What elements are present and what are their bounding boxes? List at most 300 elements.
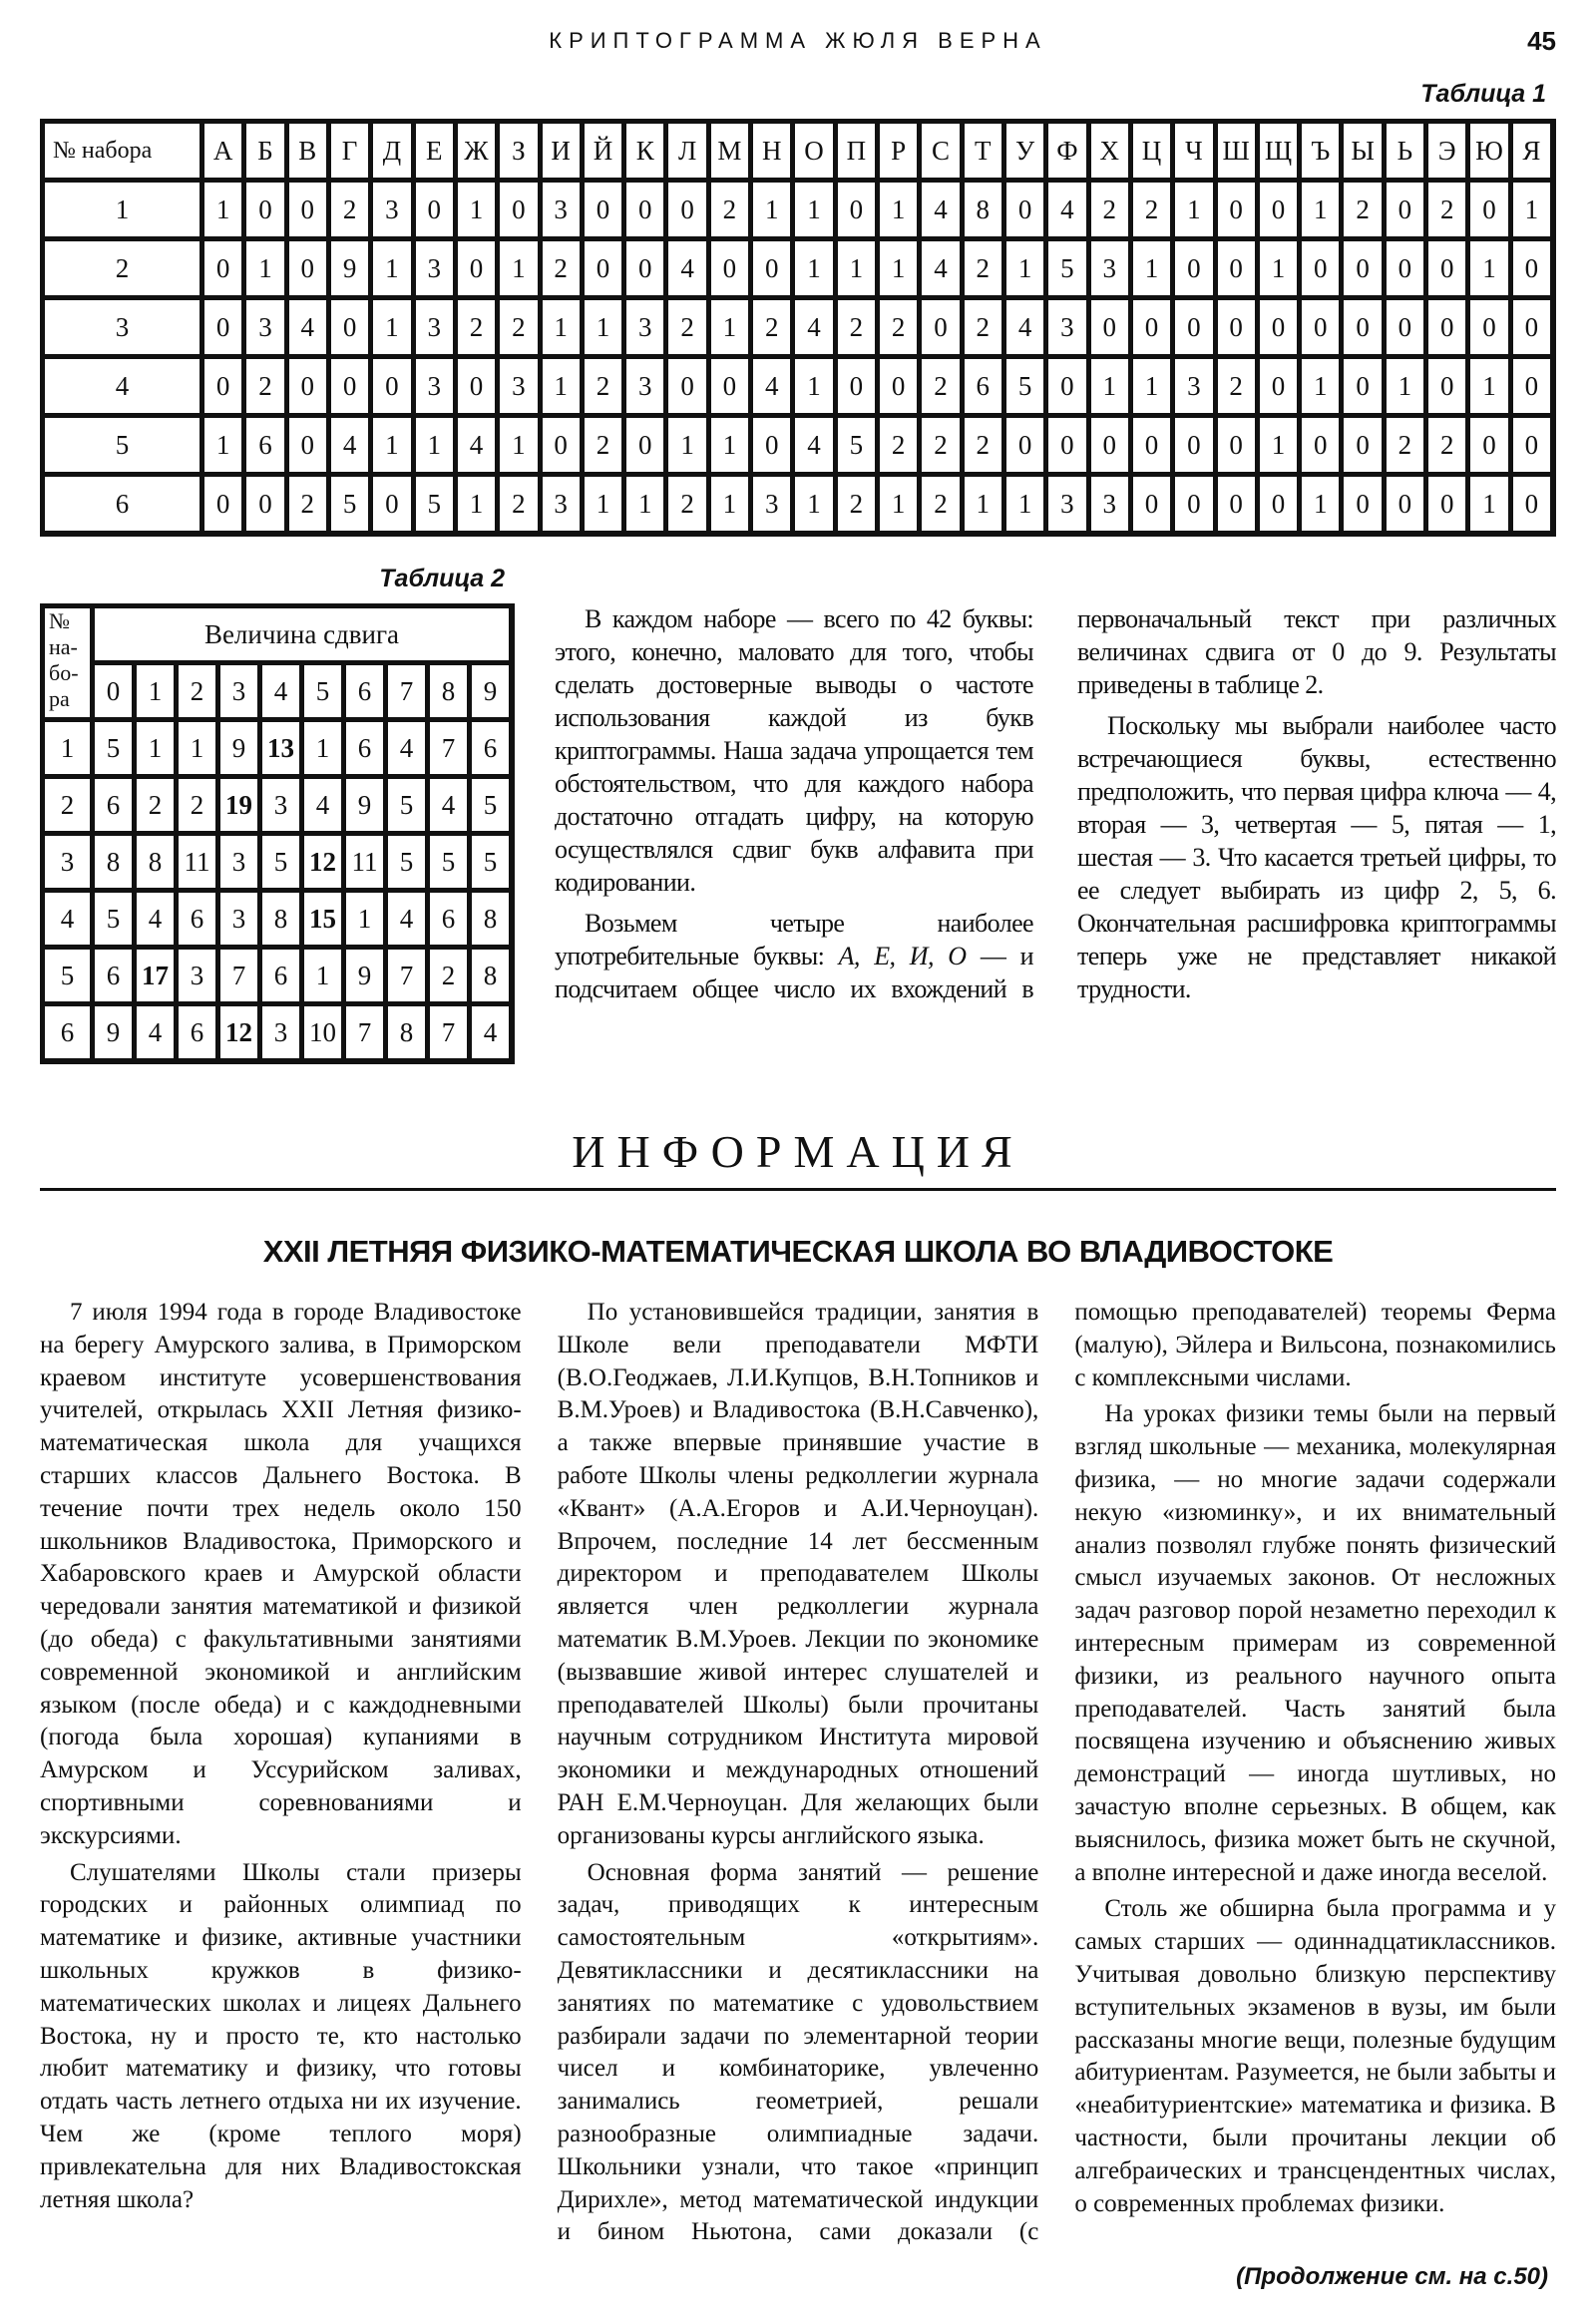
column-header-letter: О xyxy=(793,122,835,181)
count-cell: 0 xyxy=(456,239,498,298)
count-cell: 2 xyxy=(709,181,751,239)
column-header-letter: Н xyxy=(751,122,793,181)
shift-header: 6 xyxy=(344,663,386,720)
count-cell: 0 xyxy=(751,239,793,298)
column-header-letter: Л xyxy=(666,122,708,181)
column-header-letter: Г xyxy=(329,122,371,181)
count-cell: 0 xyxy=(1216,181,1258,239)
count-cell: 1 xyxy=(709,298,751,357)
column-header-letter: Й xyxy=(583,122,624,181)
count-cell: 2 xyxy=(1385,416,1426,475)
count-cell: 5 xyxy=(93,891,135,948)
count-cell: 5 xyxy=(428,834,470,891)
count-cell: 3 xyxy=(414,298,456,357)
header-row xyxy=(43,122,1553,181)
page-number: 45 xyxy=(1527,26,1556,56)
count-cell: 2 xyxy=(1342,181,1384,239)
count-cell: 1 xyxy=(1004,239,1046,298)
count-cell: 2 xyxy=(963,298,1004,357)
count-cell: 0 xyxy=(1385,298,1426,357)
count-cell: 3 xyxy=(624,357,666,416)
count-cell: 3 xyxy=(1046,298,1088,357)
count-cell: 3 xyxy=(751,475,793,534)
table-row xyxy=(43,1004,512,1061)
count-cell: 0 xyxy=(202,475,244,534)
count-cell: 4 xyxy=(920,239,962,298)
column-header-letter: К xyxy=(624,122,666,181)
count-cell: 0 xyxy=(1342,475,1384,534)
count-cell: 0 xyxy=(1173,298,1215,357)
count-cell: 0 xyxy=(1511,298,1553,357)
count-cell: 5 xyxy=(260,834,302,891)
section-divider xyxy=(40,1188,1556,1191)
count-cell: 1 xyxy=(1300,181,1342,239)
count-cell: 0 xyxy=(836,181,878,239)
count-cell: 0 xyxy=(1004,181,1046,239)
count-cell: 0 xyxy=(287,416,329,475)
count-cell: 1 xyxy=(878,475,920,534)
count-cell: 0 xyxy=(1173,239,1215,298)
count-cell: 1 xyxy=(709,475,751,534)
count-cell: 0 xyxy=(624,181,666,239)
count-cell: 0 xyxy=(1300,298,1342,357)
count-cell: 0 xyxy=(624,416,666,475)
count-cell: 1 xyxy=(793,357,835,416)
count-cell: 1 xyxy=(1131,239,1173,298)
count-cell: 0 xyxy=(1258,298,1300,357)
count-cell: 1 xyxy=(878,181,920,239)
shift-count-table xyxy=(40,603,515,1064)
count-cell: 8 xyxy=(260,891,302,948)
set-number: 1 xyxy=(43,181,202,239)
count-cell: 7 xyxy=(386,948,428,1004)
count-cell: 0 xyxy=(1046,416,1088,475)
count-cell: 1 xyxy=(1385,357,1426,416)
text: — и подсчитаем общее число их вхождений в первоначальный текст при различных величинах сдвига от 0 до 9. Результаты приведены в таблице 2. xyxy=(555,604,1556,1003)
count-cell: 2 xyxy=(244,357,286,416)
table-row xyxy=(43,720,512,777)
count-cell: 0 xyxy=(709,357,751,416)
count-cell: 0 xyxy=(244,181,286,239)
column-header-letter: Ь xyxy=(1385,122,1426,181)
count-cell: 4 xyxy=(135,891,177,948)
count-cell: 7 xyxy=(428,1004,470,1061)
count-cell: 1 xyxy=(1258,416,1300,475)
count-cell: 4 xyxy=(456,416,498,475)
set-number: 5 xyxy=(43,416,202,475)
shift-header: 3 xyxy=(218,663,260,720)
table1-caption: Таблица 1 xyxy=(1420,80,1546,108)
count-cell: 0 xyxy=(1300,416,1342,475)
count-cell: 3 xyxy=(414,239,456,298)
paragraph: 7 июля 1994 года в городе Владивостоке на берегу Амурского залива, в Приморском краевом институте усовершенствования учителей, открылась XXII Летняя физико-математическая школа для учащихся старших классов Дальнего Востока. В течение почти трех недель около 150 школьников Владивостока, Приморского и Хабаровского краев и Амурской области чередовали занятия математикой и физикой (до обеда) с факультативными занятиями современной экономикой и английским языком (после обеда) и с каждодневными (погода была хорошая) купаниями в Амурском и Уссурийском заливах, спортивными соревнованиями и экскурсиями. xyxy=(40,1299,522,1849)
count-cell: 0 xyxy=(1173,475,1215,534)
count-cell: 1 xyxy=(371,239,413,298)
count-cell: 3 xyxy=(1089,239,1131,298)
count-cell: 10 xyxy=(302,1004,344,1061)
column-header-letter: Ш xyxy=(1216,122,1258,181)
count-cell: 0 xyxy=(1258,181,1300,239)
count-cell: 0 xyxy=(1511,357,1553,416)
count-cell: 3 xyxy=(260,1004,302,1061)
count-cell: 0 xyxy=(583,181,624,239)
count-cell: 4 xyxy=(386,720,428,777)
paragraph: Основная форма занятий — решение задач, приводящих к интересным самостоятельным «открытиям». Девятиклассники и десятиклассники на занятиях по математике с удовольствием разбирали задачи по элементарной теории чисел и комбинаторике, увлеченно занимались геометрией, решали разнообразные олимпиадные задачи. Школьники узнали, что такое «принцип Дирихле», метод математической индукции и бином Ньютона, сами доказали (с помощью преподавателей) теоремы Ферма (малую), Эйлера и Вильсона, познакомились с комплексными числами. xyxy=(557,1299,1556,2246)
count-cell: 1 xyxy=(414,416,456,475)
count-cell: 0 xyxy=(1216,416,1258,475)
count-cell: 6 xyxy=(177,1004,218,1061)
count-cell: 2 xyxy=(583,357,624,416)
column-header-letter: Я xyxy=(1511,122,1553,181)
count-cell: 1 xyxy=(583,298,624,357)
count-cell: 2 xyxy=(963,239,1004,298)
column-header-letter: Ф xyxy=(1046,122,1088,181)
count-cell: 1 xyxy=(1258,239,1300,298)
count-cell: 7 xyxy=(428,720,470,777)
count-cell: 6 xyxy=(93,948,135,1004)
column-header-letter: Ч xyxy=(1173,122,1215,181)
count-cell: 3 xyxy=(624,298,666,357)
count-cell: 7 xyxy=(218,948,260,1004)
column-header-letter: З xyxy=(498,122,540,181)
count-cell: 0 xyxy=(202,298,244,357)
page-header xyxy=(40,0,1556,80)
count-cell: 0 xyxy=(1426,357,1468,416)
shift-header: 4 xyxy=(260,663,302,720)
count-cell: 0 xyxy=(666,181,708,239)
set-number: 5 xyxy=(43,948,93,1004)
count-cell: 4 xyxy=(470,1004,512,1061)
count-cell: 1 xyxy=(1004,475,1046,534)
count-cell: 0 xyxy=(1426,475,1468,534)
count-cell: 0 xyxy=(1342,298,1384,357)
count-cell: 0 xyxy=(920,298,962,357)
count-cell: 0 xyxy=(1468,181,1510,239)
count-cell: 0 xyxy=(709,239,751,298)
column-header-letter: У xyxy=(1004,122,1046,181)
count-cell: 5 xyxy=(836,416,878,475)
count-cell: 0 xyxy=(878,357,920,416)
count-cell: 0 xyxy=(541,416,583,475)
count-cell: 6 xyxy=(177,891,218,948)
italic-letters: А, Е, И, О xyxy=(838,942,967,970)
count-cell: 11 xyxy=(344,834,386,891)
count-cell: 2 xyxy=(836,298,878,357)
count-cell: 6 xyxy=(470,720,512,777)
column-header-letter: Ы xyxy=(1342,122,1384,181)
continued-note: (Продолжение см. на с.50) xyxy=(1236,2263,1548,2291)
count-cell: 2 xyxy=(456,298,498,357)
count-cell: 5 xyxy=(386,777,428,834)
count-cell: 5 xyxy=(329,475,371,534)
count-cell: 0 xyxy=(498,181,540,239)
count-cell: 4 xyxy=(751,357,793,416)
set-number: 2 xyxy=(43,239,202,298)
set-number: 3 xyxy=(43,298,202,357)
column-header-letter: П xyxy=(836,122,878,181)
count-cell: 1 xyxy=(456,181,498,239)
count-cell: 1 xyxy=(751,181,793,239)
column-header-letter: С xyxy=(920,122,962,181)
article-body xyxy=(40,1297,1556,2249)
table-row xyxy=(43,181,1553,239)
count-cell: 7 xyxy=(344,1004,386,1061)
count-cell: 1 xyxy=(371,416,413,475)
count-cell: 3 xyxy=(177,948,218,1004)
count-cell: 1 xyxy=(135,720,177,777)
count-cell: 0 xyxy=(1131,475,1173,534)
count-cell: 1 xyxy=(177,720,218,777)
column-header-letter: Щ xyxy=(1258,122,1300,181)
count-cell: 1 xyxy=(793,475,835,534)
count-cell: 0 xyxy=(1089,416,1131,475)
count-cell: 3 xyxy=(1173,357,1215,416)
count-cell: 1 xyxy=(583,475,624,534)
count-cell: 3 xyxy=(541,475,583,534)
count-cell: 5 xyxy=(470,834,512,891)
count-cell: 1 xyxy=(1468,239,1510,298)
count-cell: 8 xyxy=(93,834,135,891)
shift-header: 0 xyxy=(93,663,135,720)
count-cell: 1 xyxy=(1511,181,1553,239)
count-cell: 1 xyxy=(1089,357,1131,416)
count-cell: 1 xyxy=(878,239,920,298)
count-cell: 4 xyxy=(386,891,428,948)
count-cell: 0 xyxy=(1385,475,1426,534)
count-cell: 2 xyxy=(666,298,708,357)
column-header-letter: Ж xyxy=(456,122,498,181)
max-count-cell: 19 xyxy=(218,777,260,834)
count-cell: 3 xyxy=(260,777,302,834)
column-header-letter: Ъ xyxy=(1300,122,1342,181)
count-cell: 0 xyxy=(1131,416,1173,475)
shift-header: 8 xyxy=(428,663,470,720)
count-cell: 0 xyxy=(202,239,244,298)
count-cell: 4 xyxy=(1004,298,1046,357)
count-cell: 3 xyxy=(1089,475,1131,534)
table-row xyxy=(43,298,1553,357)
header-row xyxy=(43,606,512,663)
count-cell: 0 xyxy=(1511,416,1553,475)
count-cell: 0 xyxy=(1342,357,1384,416)
count-cell: 2 xyxy=(1426,416,1468,475)
count-cell: 0 xyxy=(1426,298,1468,357)
count-cell: 3 xyxy=(498,357,540,416)
count-cell: 0 xyxy=(329,298,371,357)
count-cell: 1 xyxy=(963,475,1004,534)
max-count-cell: 17 xyxy=(135,948,177,1004)
shift-header: 7 xyxy=(386,663,428,720)
paragraph: Слушателями Школы стали призеры городских и районных олимпиад по математике и физике, активные участники школьных кружков в физико-математических школах и лицеях Дальнего Востока, ну и просто те, кто настолько любит математику и физику, что готовы отдать часть летнего отдыха ни их изучение. Чем же (кроме теплого моря) привлекательна для них Владивостокская летняя школа? xyxy=(40,1858,522,2213)
count-cell: 3 xyxy=(541,181,583,239)
count-cell: 11 xyxy=(177,834,218,891)
count-cell: 3 xyxy=(1046,475,1088,534)
count-cell: 6 xyxy=(244,416,286,475)
count-cell: 0 xyxy=(287,239,329,298)
table2-caption: Таблица 2 xyxy=(379,565,505,592)
count-cell: 2 xyxy=(135,777,177,834)
paragraph: Столь же обширна была программа и у самых старших — одиннадцатиклассников. Учитывая довольно близкую перспективу вступительных экзаменов в вузы, им были рассказаны многие вещи, полезные будущим абитуриентам. Разумеется, не были забыты и «неабитуриентские» математика и физика. В частности, были прочитаны лекции об алгебраических и трансцендентных числах, о современных проблемах физики. xyxy=(1074,1895,1556,2217)
count-cell: 2 xyxy=(583,416,624,475)
count-cell: 6 xyxy=(344,720,386,777)
shift-header: 9 xyxy=(470,663,512,720)
count-cell: 4 xyxy=(666,239,708,298)
paragraph: На уроках физики темы были на первый взгляд школьные — механика, молекулярная физика, — но многие задачи содержали некую «изюминку», и их внимательный анализ позволял глубже понять физический смысл изучаемых законов. От несложных задач разговор порой незаметно переходил к интересным примерам из современной физики, из реального научного опыта преподавателей. Часть занятий была посвящена изучению и объяснению живых демонстраций — иногда шутливых, но зачастую вполне серьезных. В общем, как выяснилось, физика может быть не скучной, а вполне интересной и даже иногда веселой. xyxy=(1074,1400,1556,1886)
count-cell: 4 xyxy=(793,298,835,357)
set-number: 4 xyxy=(43,357,202,416)
shift-header: 5 xyxy=(302,663,344,720)
cryptogram-text xyxy=(555,602,1556,1005)
count-cell: 4 xyxy=(329,416,371,475)
count-cell: 0 xyxy=(287,357,329,416)
count-cell: 0 xyxy=(371,475,413,534)
count-cell: 6 xyxy=(963,357,1004,416)
max-count-cell: 12 xyxy=(218,1004,260,1061)
count-cell: 0 xyxy=(1426,239,1468,298)
count-cell: 0 xyxy=(624,239,666,298)
count-cell: 1 xyxy=(244,239,286,298)
max-count-cell: 12 xyxy=(302,834,344,891)
count-cell: 9 xyxy=(344,777,386,834)
count-cell: 0 xyxy=(1468,416,1510,475)
count-cell: 4 xyxy=(920,181,962,239)
count-cell: 1 xyxy=(302,948,344,1004)
count-cell: 1 xyxy=(541,357,583,416)
count-cell: 6 xyxy=(260,948,302,1004)
count-cell: 5 xyxy=(1046,239,1088,298)
count-cell: 1 xyxy=(202,181,244,239)
count-cell: 0 xyxy=(1342,416,1384,475)
column-header-set: № набора xyxy=(43,122,202,181)
count-cell: 2 xyxy=(920,475,962,534)
count-cell: 0 xyxy=(1258,357,1300,416)
paragraph: Поскольку мы выбрали наиболее часто встречающиеся буквы, естественно предположить, что первая цифра ключа — 4, вторая — 3, четвертая — 5, пятая — 1, шестая — 3. Что касается третьей цифры, то ее следует выбирать из цифр 2, 5, 6. Окончательная расшифровка криптограммы теперь уже не представляет никакой трудности. xyxy=(1077,711,1556,1003)
column-header-letter: В xyxy=(287,122,329,181)
count-cell: 1 xyxy=(456,475,498,534)
set-number: 1 xyxy=(43,720,93,777)
count-cell: 0 xyxy=(1300,239,1342,298)
count-cell: 0 xyxy=(1468,298,1510,357)
column-header-letter: А xyxy=(202,122,244,181)
text: Возьмем четыре наиболее употребительные буквы: xyxy=(555,909,1033,970)
count-cell: 1 xyxy=(371,298,413,357)
count-cell: 2 xyxy=(878,416,920,475)
column-header-letter: Б xyxy=(244,122,286,181)
count-cell: 0 xyxy=(1511,475,1553,534)
count-cell: 2 xyxy=(1216,357,1258,416)
table2-block xyxy=(40,565,515,1064)
count-cell: 5 xyxy=(1004,357,1046,416)
count-cell: 1 xyxy=(793,181,835,239)
shift-header: 1 xyxy=(135,663,177,720)
count-cell: 1 xyxy=(709,416,751,475)
set-number: 2 xyxy=(43,777,93,834)
count-cell: 0 xyxy=(329,357,371,416)
count-cell: 2 xyxy=(287,475,329,534)
count-cell: 1 xyxy=(1468,357,1510,416)
table-row xyxy=(43,891,512,948)
count-cell: 1 xyxy=(624,475,666,534)
count-cell: 4 xyxy=(302,777,344,834)
count-cell: 4 xyxy=(428,777,470,834)
column-header-letter: Д xyxy=(371,122,413,181)
count-cell: 2 xyxy=(329,181,371,239)
table-row xyxy=(43,416,1553,475)
count-cell: 5 xyxy=(386,834,428,891)
count-cell: 0 xyxy=(456,357,498,416)
count-cell: 1 xyxy=(498,239,540,298)
count-cell: 1 xyxy=(498,416,540,475)
table-row xyxy=(43,239,1553,298)
count-cell: 0 xyxy=(414,181,456,239)
column-header-letter: Э xyxy=(1426,122,1468,181)
count-cell: 1 xyxy=(344,891,386,948)
count-cell: 2 xyxy=(498,298,540,357)
count-cell: 0 xyxy=(244,475,286,534)
count-cell: 9 xyxy=(344,948,386,1004)
column-header-letter: Е xyxy=(414,122,456,181)
section-title: ИНФОРМАЦИЯ xyxy=(572,1126,1024,1177)
count-cell: 8 xyxy=(135,834,177,891)
count-cell: 5 xyxy=(470,777,512,834)
count-cell: 3 xyxy=(371,181,413,239)
count-cell: 2 xyxy=(1131,181,1173,239)
count-cell: 2 xyxy=(177,777,218,834)
count-cell: 6 xyxy=(428,891,470,948)
count-cell: 2 xyxy=(498,475,540,534)
count-cell: 1 xyxy=(1300,475,1342,534)
count-cell: 9 xyxy=(93,1004,135,1061)
count-cell: 1 xyxy=(793,239,835,298)
count-cell: 0 xyxy=(1046,357,1088,416)
set-number: 6 xyxy=(43,1004,93,1061)
count-cell: 0 xyxy=(287,181,329,239)
count-cell: 1 xyxy=(666,416,708,475)
count-cell: 2 xyxy=(836,475,878,534)
count-cell: 1 xyxy=(1173,181,1215,239)
count-cell: 0 xyxy=(583,239,624,298)
count-cell: 1 xyxy=(302,720,344,777)
set-number: 3 xyxy=(43,834,93,891)
column-header-letter: Ю xyxy=(1468,122,1510,181)
shift-row xyxy=(43,663,512,720)
column-header-letter: Ц xyxy=(1131,122,1173,181)
count-cell: 5 xyxy=(414,475,456,534)
column-header-letter: Т xyxy=(963,122,1004,181)
count-cell: 0 xyxy=(1342,239,1384,298)
count-cell: 0 xyxy=(666,357,708,416)
count-cell: 0 xyxy=(1385,239,1426,298)
count-cell: 2 xyxy=(963,416,1004,475)
count-cell: 0 xyxy=(1004,416,1046,475)
count-cell: 1 xyxy=(202,416,244,475)
count-cell: 2 xyxy=(878,298,920,357)
count-cell: 3 xyxy=(218,891,260,948)
count-cell: 5 xyxy=(93,720,135,777)
table2-and-text xyxy=(40,565,1556,1064)
count-cell: 4 xyxy=(793,416,835,475)
running-title: КРИПТОГРАММА ЖЮЛЯ ВЕРНА xyxy=(549,28,1047,53)
count-cell: 3 xyxy=(244,298,286,357)
count-cell: 0 xyxy=(202,357,244,416)
table-row xyxy=(43,834,512,891)
count-cell: 2 xyxy=(920,357,962,416)
count-cell: 1 xyxy=(1468,475,1510,534)
count-cell: 2 xyxy=(920,416,962,475)
column-header-set: № на- бо- ра xyxy=(43,606,93,720)
count-cell: 0 xyxy=(1216,298,1258,357)
count-cell: 0 xyxy=(1089,298,1131,357)
